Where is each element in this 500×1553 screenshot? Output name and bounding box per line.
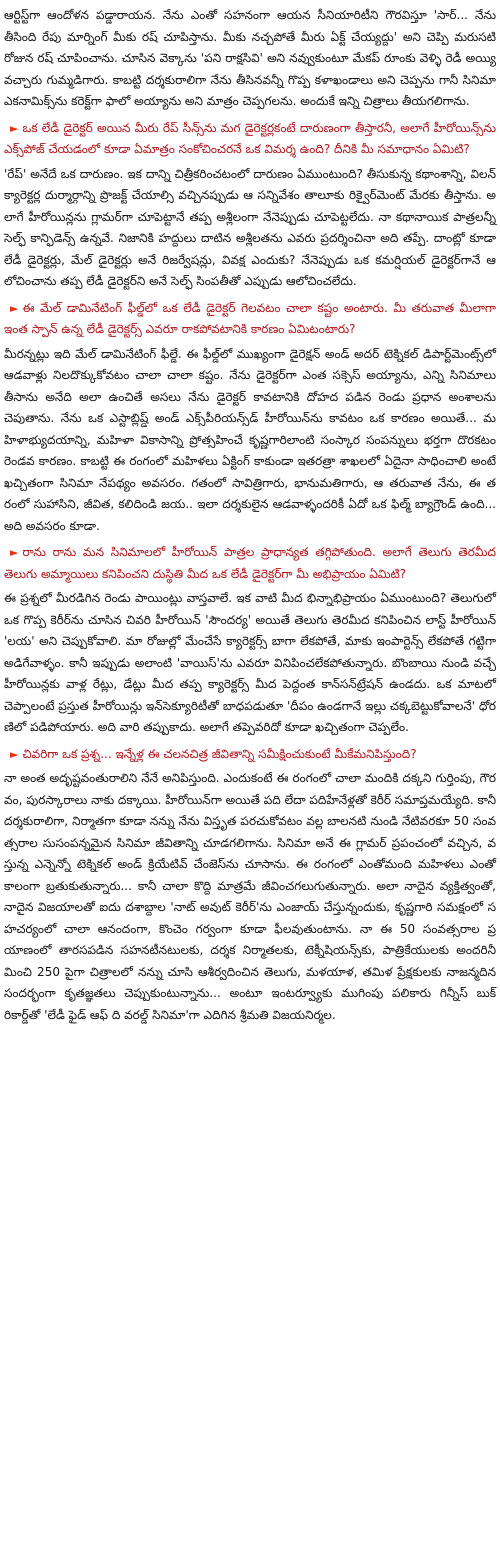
- triangle-right-icon: ►: [10, 747, 19, 761]
- question-1: [4, 116, 496, 161]
- question-2-text: ఈ మేల్ డామినేటింగ్ ఫీల్డ్‌లో ఒక లేడీ డైరెక్టర్ గెలవటం చాలా కష్టం అంటారు. మీ తరువాత మీలాగా ఇంత స్పాన్ ఉన్న లేడీ డైరెక్టర్స్ ఎవరూ రాకపోవటానికి కారణం ఏమిటంటారు?: [4, 300, 496, 336]
- answer-paragraph-3: మీరన్నట్లు ఇది మేల్ డామినేటింగ్ ఫీల్డే. ఈ ఫీల్డ్‌లో ముఖ్యంగా డైరెక్షన్ అండ్ అదర్ టెక్నికల్ డిపార్ట్‌మెంట్స్‌లో ఆడవాళ్లు నిలదొక్కుకోవటం చాలా చాలా కష్టం. నేను డైరెక్టర్‌గా ఎంత సక్సెస్ అయ్యాను, ఎన్ని సినిమాలు తీసాను అనేది అలా ఉంచితే అసలు నేను డైరెక్టర్ కావటానికి దోహద పడిన రెండు ప్రధాన అంశాలను చెపుతాను. నేను ఒక ఎస్టాబ్లిష్డ్ అండ్ ఎక్స్‌పీరియన్స్‌డ్ హీరోయిన్‌ను కావటం ఒక కారణం అయితే... మహిళాభ్యుదయాన్ని, మహిళా వికాసాన్ని ప్రోత్సహించే కృష్ణగారిలాంటి సంస్కార సంపన్నులు భర్తగా దొరకటం రెండవ కారణం. కాబట్టి ఈ రంగంలో మహిళలు ఏక్టింగ్ కాకుండా ఇతరత్రా శాఖలలో ఏదైనా సాధించాలి అంటే ఖచ్చితంగా సినిమా నేపథ్యం అవసరం. గతంలో సావిత్రిగారు, భానుమతిగారు, ఆ తరువాత నేను, ఈ తరంలో సుహాసిని, జీవిత, కలిదిండి జయ.. ఇలా దర్శకులైన ఆడవాళ్ళందరికీ ఏదో ఒక ఫిల్మ్ బ్యాగ్రౌండ్ ఉంది... అది అవసరం కూడా.: [4, 346, 496, 533]
- question-3: [4, 540, 496, 585]
- answer-paragraph-1: ఆర్టిస్ట్‌గా ఆందోళన పడ్డారాయన. నేను ఎంతో సహనంగా ఆయన సీనియారిటీని గౌరవిస్తూ 'సార్... నేను తీసింది రేపు మార్నింగ్ మీకు రష్ చూపిస్తాను. మీకు నచ్చపోతే మీరు ఏక్ట్ చేయ్యద్దు' అని చెప్పి మరుసటి రోజున రష్ చూపించాను. చూసిన వెక్కాను 'పని రాక్షసివి' అని నవ్వుకుంటూ మేకప్ రూంకు వెళ్ళి రెడీ అయ్యి వచ్చారు గుమ్మడిగారు. కాబట్టి దర్శకురాలిగా నేను తీసినవన్నీ గొప్ప కళాఖండాలు అని చెప్పను గానీ సినిమా ఎకనామిక్స్‌ను కరెక్ట్‌గా ఫాలో అయ్యాను అని మాత్రం చెప్పగలను. అందుకే ఇన్ని చిత్రాలు తీయగలిగాను.: [4, 8, 496, 108]
- triangle-right-icon: ►: [10, 546, 19, 559]
- answer-paragraph-2: 'రేప్' అనేదే ఒక దారుణం. ఇక దాన్ని చిత్రీకరించటంలో దారుణం ఏముంటుంది? తీసుకున్న కథాంశాన్ని, విలన్ క్యారెక్టర్ల దుర్మార్గాన్ని ప్రొజక్ట్ చేయాల్సి వచ్చినప్పుడు ఆ సన్నివేశం తాలూకు రిక్వైర్‌మెంట్ మేరకు తీస్తాను. అలాగే హీరోయిన్లను గ్లామర్‌గా చూపెట్టానే తప్ప అశ్లీలంగా నేనెప్పుడు చూపెట్టలేదు. నా కథానాయిక పాత్రలన్నీ సెల్ఫ్ కాన్ఫిడెన్స్ ఉన్నవే. నిజానికి హద్దులు దాటిన అశ్లీలతను ఎవరు ప్రదర్శించినా అది తప్పే. దాంట్లో కూడా లేడీ డైరెక్టర్లు, మేల్ డైరెక్టర్లు అనే రిజర్వేషన్లు, వివక్ష ఎందుకు? నేనెప్పుడు ఒక కమర్షియల్ డైరెక్టర్‌గానే ఆలోచించాను తప్ప లేడీ డైరెక్టర్‌ని అనే సెల్ఫ్ సింపతీతో ఎప్పుడు ఆలోచించలేదు.: [4, 166, 496, 288]
- answer-paragraph-4: ఈ ప్రశ్నలో మీరడిగిన రెండు పాయింట్లు వాస్తవాలే. ఇక వాటి మీద భిన్నాభిప్రాయం ఏముంటుంది? తెలుగులో ఒక గొప్ప కెరీర్‌ను చూసిన చివరి హీరోయిన్ 'సౌందర్య' అయితే తెలుగు తెరమీద కనిపించిన లాస్ట్ హీరోయిన్ 'లయ' అని చెప్పుకోవాలి. మా రోజుల్లో మేంచేసే క్యారెక్టర్స్ బాగా లేకపోతే, మాకు ఇంపార్టెన్స్ లేకపోతే గట్టిగా అడిగేవాళ్ళం. కానీ ఇప్పుడు అలాంటి 'వాయిస్'ను ఎవరూ వినిపించలేకపోతున్నారు. బొంబాయి నుండి వచ్చే హీరోయిన్లకు వాళ్ల రేట్లు, డేట్లు మీద తప్ప క్యారెక్టర్స్ మీద పెద్దంత కాన్‌సన్‌ట్రేషన్ ఉండదు. ఒక మాటలో చెప్పాలంటే ప్రస్తుత హీరోయిన్లు ఇన్‌సెక్యూరిటీతో బాధపడుతూ 'దీపం ఉండగానే ఇల్లు చక్కబెట్టుకోవాలనే' ధోరణిలో పడిపోయారు. అది వారి తప్పుకాదు. అలాగే తప్పెవరిదో కూడా ఖచ్చితంగా చెప్పలేం.: [4, 591, 496, 734]
- triangle-right-icon: ►: [10, 301, 19, 315]
- triangle-right-icon: ►: [10, 121, 19, 135]
- question-2: [4, 296, 496, 341]
- question-3-text: రాను రాను మన సినిమాలలో హీరోయిన్ పాత్రల ప్రాధాన్యత తగ్గిపోతుంది. అలాగే తెలుగు తెరమీద తెలుగు అమ్మాయిలు కనిపించని దుస్థితి మీద ఒక లేడీ డైరెక్టర్‌గా మీ అభిప్రాయం ఏమిటి?: [4, 545, 496, 581]
- question-4-text: చివరిగా ఒక ప్రశ్న... ఇన్నేళ్ల ఈ చలనచిత్ర జీవితాన్ని సమీక్షించుకుంటే మీకేమనిపిస్తుంది?: [22, 746, 417, 761]
- question-4: [4, 742, 496, 766]
- question-1-text: ఒక లేడీ డైరెక్టర్ అయిన మీరు రేప్ సీన్స్‌ను మగ డైరెక్టర్లకంటే దారుణంగా తీస్తారనీ, అలాగే హీరోయిన్స్‌ను ఎక్స్‌పోజ్ చేయడంలో కూడా ఏమాత్రం సంకోచించరనే ఒక విమర్శ ఉంది? దీనికి మీ సమాధానం ఏమిటి?: [4, 120, 496, 156]
- answer-paragraph-5: నా అంత అదృష్టవంతురాలిని నేనే అనిపిస్తుంది. ఎందుకంటే ఈ రంగంలో చాలా మందికి దక్కని గుర్తింపు, గౌరవం, పురస్కారాలు నాకు దక్కాయి. హీరోయిన్‌గా అయితే పది లేదా పదిహేనేళ్లతో కెరీర్ సమాప్తమయ్యేది. కానీ దర్శకురాలిగా, నిర్మాతగా కూడా నన్ను నేను విస్తృత పరచుకోవటం వల్ల బాలనటి నుండి నేటివరకూ 50 సంవత్సరాల సుసంపన్నమైన సినిమా జీవితాన్ని చూడగలిగాను. సినిమా అనే ఈ గ్లామర్ ప్రపంచంలో వచ్చిన, వస్తున్న ఎన్నెన్నో టెక్నికల్ అండ్ క్రియేటివ్ చేంజెస్‌ను చూసాను. ఈ రంగంలో ఎంతోమంది మహిళలు ఎంతో కాలంగా బ్రతుకుతున్నారు... కానీ చాలా కొద్ది మాత్రమే జీవించగలుగుతున్నారు. అలా నాదైన వ్యక్తిత్వంతో, నాదైన విజయాలతో ఐదు దశాబ్దాల 'నాట్ అవుట్ కెరీర్'ను ఎంజాయ్ చేస్తున్నందుకు, కృష్ణగారి సమక్షంలో సహచర్యంలో చాలా ఆనందంగా, కొంచెం గర్వంగా కూడా ఫీలవుతుంటాను. నా ఈ 50 సంవత్సరాల ప్రయాణంలో తారసపడిన సహనటీనటులకు, దర్శక నిర్మాతలకు, టెక్నీషియన్స్‌కు, పాత్రికేయులకు అందరినీ మించి 250 పైగా చిత్రాలలో నన్ను చూసి ఆశీర్వదించిన తెలుగు, మళయాళ, తమిళ ప్రేక్షకులకు నాజన్మదిన సందర్భంగా కృతజ్ఞతలు చెప్పుకుంటున్నాను... అంటూ ఇంటర్వ్యూకు ముగింపు పలికారు గిన్నీస్ బుక్ రికార్డ్‌తో 'లేడీ ఫైడ్ ఆఫ్ ది వరల్డ్ సినిమా'గా ఎదిగిన శ్రీమతి విజయనిర్మల.: [4, 771, 496, 1022]
